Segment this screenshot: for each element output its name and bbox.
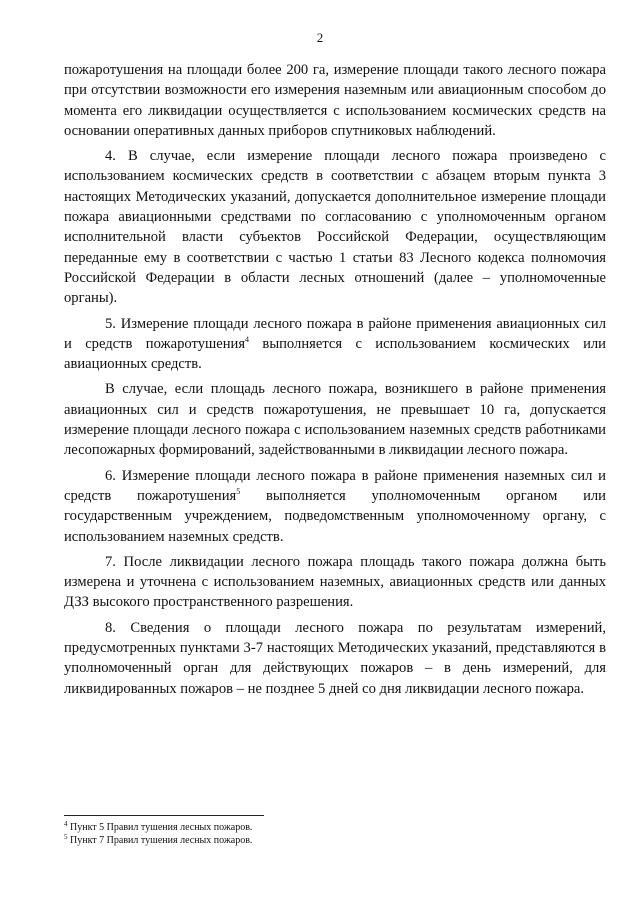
footnote-divider xyxy=(64,815,264,816)
footnote-ref-5[interactable]: 5 xyxy=(236,486,241,496)
footnote-5-text: Пункт 7 Правил тушения лесных пожаров. xyxy=(67,835,253,846)
paragraph-4: 4. В случае, если измерение площади лесного пожара произведено с использованием космических средств в соответствии с абзацем вторым пункта 3 настоящих Методических указаний, допускается дополнительное измерение площади пожара авиационными средствами по согласованию с уполномоченным органом исполнительной власти субъектов Российской Федерации, осуществляющим переданные ему в соответствии с частью 1 статьи 83 Лесного кодекса полномочия Российской Федерации в области лесных отношений (далее – уполномоченные органы). xyxy=(64,148,606,307)
footnote-ref-4[interactable]: 4 xyxy=(245,334,250,344)
footnotes xyxy=(64,821,604,847)
paragraph-6-text-b: выполняется уполномоченным органом или государственным учреждением, подведомственным уполномоченному органу, с использованием наземных средств. xyxy=(64,487,606,545)
footnote-4-mark: 4 xyxy=(64,820,68,828)
paragraph-5 xyxy=(64,314,606,375)
paragraph-5-text-b: выполняется с использованием космических или авиационных средств. xyxy=(64,335,606,373)
paragraph-6-text-a: 6. Измерение площади лесного пожара в районе применения наземных сил и средств пожаротушения xyxy=(64,467,606,504)
paragraph-continuation: пожаротушения на площади более 200 га, измерение площади такого лесного пожара при отсутствии возможности его измерения наземным или авиационным способом до момента его ликвидации осуществляется с использованием космических средств на основании оперативных данных приборов спутниковых наблюдений. xyxy=(64,62,606,139)
page-number: 2 xyxy=(316,30,324,45)
paragraph-6 xyxy=(64,466,606,547)
footnote-4 xyxy=(64,821,604,834)
document-body xyxy=(64,60,606,699)
paragraph-5-second: В случае, если площадь лесного пожара, возникшего в районе применения авиационных сил и средств пожаротушения, не превышает 10 га, допускается измерение площади лесного пожара с использованием наземных средств работниками лесопожарных формирований, задействованными в ликвидации лесного пожара. xyxy=(64,381,606,459)
paragraph-7: 7. После ликвидации лесного пожара площадь такого пожара должна быть измерена и уточнена с использованием наземных, авиационных средств или данных ДЗЗ высокого пространственного разрешения. xyxy=(64,553,606,611)
paragraph-8: 8. Сведения о площади лесного пожара по результатам измерений, предусмотренных пунктами 3-7 настоящих Методических указаний, представляются в уполномоченный орган для действующих пожаров – в день измерений, для ликвидированных пожаров – не позднее 5 дней со дня ликвидации лесного пожара. xyxy=(64,619,606,697)
footnote-5-mark: 5 xyxy=(64,833,68,841)
footnote-4-text: Пункт 5 Правил тушения лесных пожаров. xyxy=(67,822,253,833)
paragraph-5-text-a: 5. Измерение площади лесного пожара в районе применения авиационных сил и средств пожаротушения xyxy=(64,315,606,352)
footnote-5 xyxy=(64,834,604,847)
